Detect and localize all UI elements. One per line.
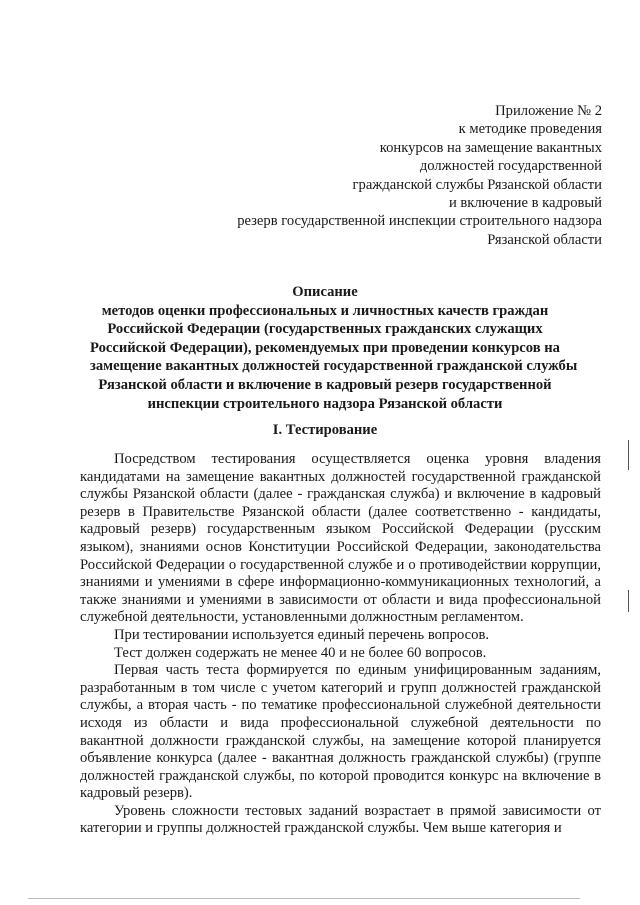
appendix-line: конкурсов на замещение вакантных [379,139,602,156]
title-line: методов оценки профессиональных и личностных качеств граждан [101,302,549,319]
body-text [80,451,601,838]
scan-mark [628,440,629,470]
paragraph: Тест должен содержать не менее 40 и не более 60 вопросов. [114,644,487,661]
appendix-line: и включение в кадровый [448,195,602,212]
paragraph: Посредством тестирования осуществляется оценка уровня владения кандидатами на замещение вакантных должностей государственной гражданской службы Рязанской области (далее - гражданская служба) и включение в кадровый резерв в Правительстве Рязанской области (далее соответственно - кандидаты, кадровый резерв) государственным языком Российской Федерации (русским языком), знаниями основ Конституции Российской Федерации, законодательства Российской Федерации о государственной службе и о противодействии коррупции, знаниями и умениями в сфере информационно-коммуникационных технологий, а также знаниями и умениями в зависимости от области и вида профессиональной служебной деятельности, установленными должностным регламентом. [80,451,601,626]
scan-mark [628,590,629,612]
paragraph: Уровень сложности тестовых заданий возрастает в прямой зависимости от категории и группы должностей гражданской службы. Чем выше категория и [80,802,601,837]
appendix-line: к методике проведения [458,121,602,138]
appendix-header [202,102,602,249]
paragraph: При тестировании используется единый перечень вопросов. [114,626,489,643]
title-line: Рязанской области и включение в кадровый резерв государственной [98,376,552,393]
title-line: Российской Федерации), рекомендуемых при проведении конкурсов на [90,339,560,356]
appendix-line: Приложение № 2 [495,103,602,119]
title-line: инспекции строительного надзора Рязанской области [147,395,503,412]
appendix-line: должностей государственной [419,158,602,175]
section-heading: I. Тестирование [272,422,378,438]
appendix-line: гражданской службы Рязанской области [352,176,602,193]
paragraph: Первая часть теста формируется по единым унифицированным заданиям, разработанным в том числе с учетом категорий и групп должностей гражданской службы, а вторая часть - по тематике профессиональной служебной деятельности исходя из области и вида профессиональной служебной деятельности по вакантной должности гражданской службы, на замещение которой планируется объявление конкурса (далее - вакантная должность гражданской службы) (группе должностей гражданской службы, по которой проводится конкурс на включение в кадровый резерв). [80,662,601,802]
title-line: замещение вакантных должностей государственной гражданской службы [90,358,578,375]
title-line: Российской Федерации (государственных гражданских служащих [107,321,543,338]
title-line: Описание [292,284,358,300]
document-title [90,283,578,413]
appendix-line: резерв государственной инспекции строительного надзора [237,213,602,230]
scan-bottom-edge [28,898,580,899]
appendix-line: Рязанской области [487,231,602,248]
